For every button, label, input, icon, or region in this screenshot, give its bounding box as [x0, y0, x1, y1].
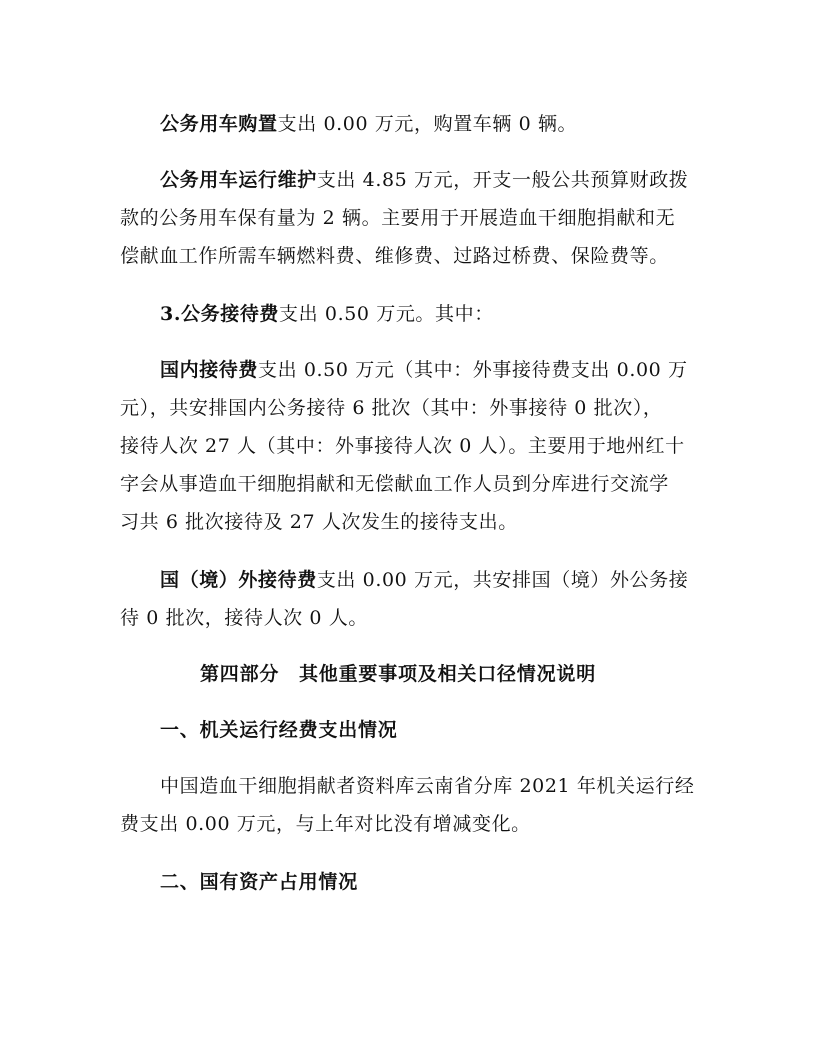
paragraph-operating-costs-line2: 费支出 0.00 万元，与上年对比没有增减变化。 — [120, 813, 531, 835]
section-title: 第四部分 其他重要事项及相关口径情况说明 — [200, 663, 597, 685]
term-domestic-reception: 国内接待费 — [160, 359, 259, 381]
heading-operating-costs: 一、机关运行经费支出情况 — [160, 719, 398, 741]
paragraph-foreign-reception-line2: 待 0 批次，接待人次 0 人。 — [120, 607, 368, 629]
term-reception-fee: 3.公务接待费 — [160, 303, 280, 325]
paragraph-reception-fee — [160, 302, 494, 326]
paragraph-domestic-reception-line2: 元），共安排国内公务接待 6 批次（其中：外事接待 0 批次）， — [120, 397, 663, 419]
text-reception-fee: 支出 0.50 万元。其中： — [279, 303, 494, 325]
text-domestic-reception-1: 支出 0.50 万元（其中：外事接待费支出 0.00 万 — [258, 359, 688, 381]
paragraph-vehicle-maintenance-line3: 偿献血工作所需车辆燃料费、维修费、过路过桥费、保险费等。 — [120, 245, 669, 267]
paragraph-domestic-reception-line1 — [160, 358, 688, 382]
paragraph-domestic-reception-line4: 字会从事造血干细胞捐献和无偿献血工作人员到分库进行交流学 — [120, 473, 669, 495]
paragraph-vehicle-maintenance-line1 — [160, 168, 688, 192]
text-vehicle-maintenance-1: 支出 4.85 万元，开支一般公共预算财政拨 — [316, 169, 689, 191]
heading-state-assets: 二、国有资产占用情况 — [160, 871, 359, 893]
text-foreign-reception-1: 支出 0.00 万元，共安排国（境）外公务接 — [316, 569, 689, 591]
term-foreign-reception: 国（境）外接待费 — [160, 569, 317, 591]
paragraph-vehicle-maintenance-line2: 款的公务用车保有量为 2 辆。主要用于开展造血干细胞捐献和无 — [120, 207, 676, 229]
paragraph-operating-costs-line1: 中国造血干细胞捐献者资料库云南省分库 2021 年机关运行经 — [160, 775, 695, 797]
paragraph-domestic-reception-line3: 接待人次 27 人（其中：外事接待人次 0 人）。主要用于地州红十 — [120, 435, 685, 457]
paragraph-foreign-reception-line1 — [160, 568, 688, 592]
paragraph-vehicle-purchase — [160, 112, 577, 136]
paragraph-domestic-reception-line5: 习共 6 批次接待及 27 人次发生的接待支出。 — [120, 511, 518, 533]
text-vehicle-purchase: 支出 0.00 万元，购置车辆 0 辆。 — [277, 113, 578, 135]
term-vehicle-maintenance: 公务用车运行维护 — [160, 169, 317, 191]
term-vehicle-purchase: 公务用车购置 — [160, 113, 278, 135]
